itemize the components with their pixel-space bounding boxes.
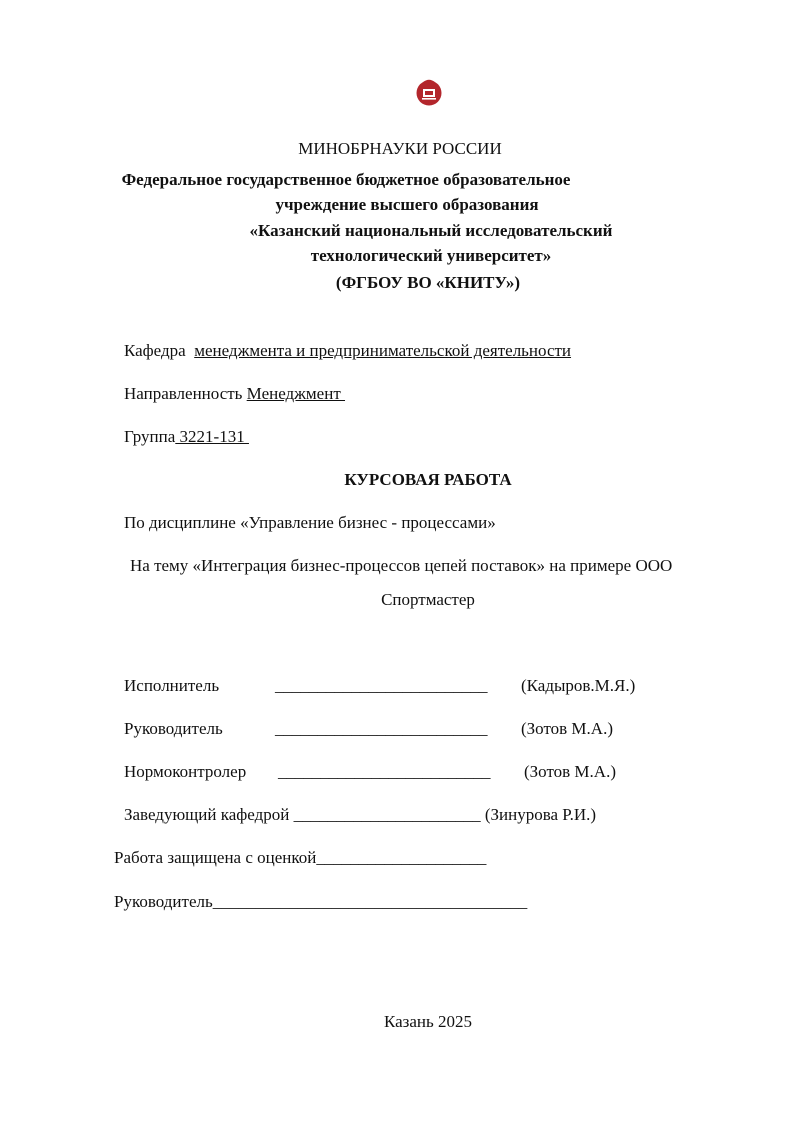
direction-row <box>124 384 345 404</box>
topic-line1: На тему «Интеграция бизнес-процессов цепей поставок» на примере ООО <box>130 556 673 575</box>
head-of-department-row <box>124 805 596 825</box>
final-supervisor-row <box>114 892 527 912</box>
direction-value: Менеджмент <box>246 384 346 403</box>
discipline-line: По дисциплине «Управление бизнес - процессами» <box>124 513 496 532</box>
university-emblem-icon <box>415 78 443 106</box>
work-title: КУРСОВАЯ РАБОТА <box>344 470 512 489</box>
direction-label: Направленность <box>124 384 243 403</box>
final-supervisor-line: _____________________________________ <box>212 892 528 911</box>
topic-line2: Спортмастер <box>381 590 475 609</box>
normcontrol-label: Нормоконтролер <box>124 762 247 781</box>
university-name-line2: технологический университет» <box>310 246 552 265</box>
grade-line: ____________________ <box>316 848 487 867</box>
grade-row <box>114 848 486 868</box>
department-label: Кафедра <box>124 341 186 360</box>
university-abbreviation: (ФГБОУ ВО «КНИТУ») <box>335 273 521 292</box>
head-label: Заведующий кафедрой <box>124 805 290 824</box>
head-name: (Зинурова Р.И.) <box>484 805 597 824</box>
normcontrol-name: (Зотов М.А.) <box>524 762 616 781</box>
grade-label: Работа защищена с оценкой <box>114 848 317 867</box>
final-supervisor-label: Руководитель <box>114 892 213 911</box>
ministry-name: МИНОБРНАУКИ РОССИИ <box>298 139 502 158</box>
supervisor-signature-line: _________________________ <box>275 719 488 738</box>
normcontrol-signature-line: _________________________ <box>278 762 491 781</box>
head-signature-line: ______________________ <box>293 805 481 824</box>
department-value: менеджмента и предпринимательской деятельности <box>194 341 572 360</box>
city-year: Казань 2025 <box>383 1012 473 1031</box>
org-name-line1: Федеральное государственное бюджетное образовательное <box>121 170 571 189</box>
group-row <box>124 427 249 447</box>
executor-name: (Кадыров.М.Я.) <box>521 676 636 695</box>
executor-label: Исполнитель <box>124 676 220 695</box>
group-label: Группа <box>124 427 176 446</box>
department-row <box>124 341 571 361</box>
supervisor-name: (Зотов М.А.) <box>521 719 613 738</box>
supervisor-label: Руководитель <box>124 719 223 738</box>
group-value: 3221-131 <box>175 427 249 446</box>
university-name-line1: «Казанский национальный исследовательский <box>249 221 613 240</box>
executor-signature-line: _________________________ <box>275 676 488 695</box>
org-name-line2: учреждение высшего образования <box>275 195 539 214</box>
